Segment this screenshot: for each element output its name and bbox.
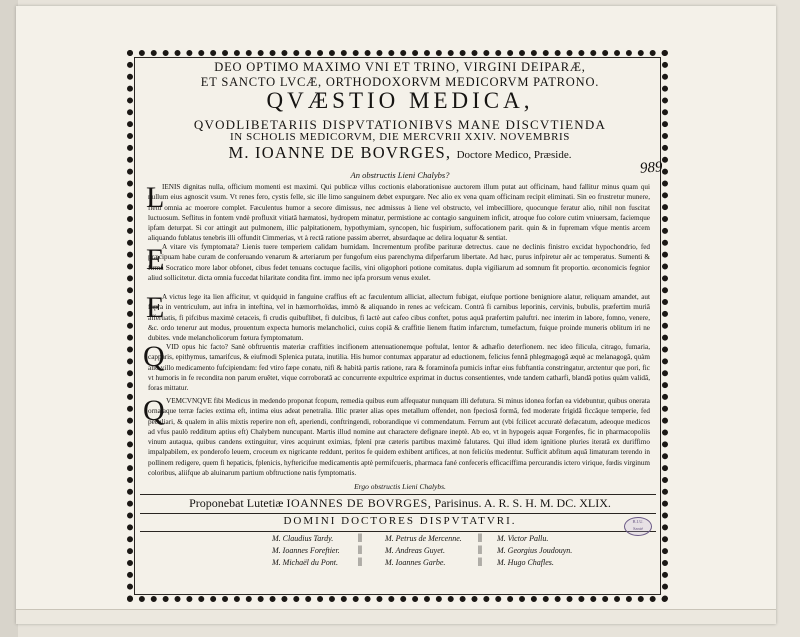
proponebat-name: IOANNES DE BOVRGES, (286, 496, 432, 510)
column-separator: || (358, 544, 362, 554)
president-line (0, 143, 800, 163)
doctors-heading: DOMINI DOCTORES DISPVTATVRI. (283, 515, 517, 527)
president-role: Doctore Medico, Præside. (456, 149, 572, 161)
doctor-name: M. Hugo Chafles. (497, 558, 554, 567)
document-title: QVÆSTIO MEDICA, (266, 88, 534, 113)
divider-rule (140, 531, 656, 532)
paragraph-2 (148, 242, 650, 283)
paragraph-1 (148, 182, 650, 244)
doctor-name: M. Andreas Guyet. (385, 546, 445, 555)
scan-ruler (16, 609, 776, 624)
dropcap-2: E (146, 243, 165, 276)
doctor-name: M. Ioannes Foreftier. (272, 546, 340, 555)
paragraph-3 (148, 292, 650, 343)
subtitle-line-1: QVODLIBETARIIS DISPVTATIONIBVS MANE DISCVTIENDA (193, 117, 607, 132)
paragraph-2-text: A vitare vis fymptomata? Lienis tuere temperiem calidam humidam. Incrementum profibe parituræ detrectus. caue ne declinis finistro excidat hypochondrio, fed præcipuam habe curam de conferuando venarum & arteriarum per fungofum eius parenchyma difperfarum libertate. Ad hæc, purus infpiretur aër ac temperatus. Sumenti & firma Socratico more labor obfonet, cibus fedet tenuans coctuque facilis, vini oligophori potione comitatus. dupla vigiliarum ad somnum fit proportio. œconomicis fegnior aliud sollicitetur. dicta omnia fuccedat hilaritate condita fint. immo nec ipfa prorsum venus exulet. (148, 243, 650, 282)
divider-rule (140, 494, 656, 495)
dropcap-1: L (146, 181, 165, 214)
dropcap-5: Q (143, 394, 165, 427)
paragraph-4 (148, 342, 650, 393)
stamp-line-1: B.I.U. (632, 519, 644, 524)
column-separator: || (478, 532, 482, 542)
stamp-line-2: Santé (633, 526, 643, 531)
proponebat-line (0, 496, 800, 511)
dedication-line-1: DEO OPTIMO MAXIMO VNI ET TRINO, VIRGINI DEIPARÆ, (214, 60, 586, 74)
conclusion-line: Ergo obstructis Lieni Chalybs. (354, 482, 446, 491)
doctor-name: M. Petrus de Mercenne. (385, 534, 462, 543)
paragraph-1-text: IENIS dignitas nulla, officium momenti est maximi. Qui publicæ villus coctionis elaborationisue auctorem illum putat aut officinam, haud fallitur minus quam qui nullum eius agnoscit vsum. Vt renes fero, cystis felle, sic ille limo sanguinem debet expurgare. Nec alio ex vena quam officinam recipit eliminati. Sin eo frustretur munere, fletu omnia ac moerore complet. Fæculentus humor a secore dimissus, nec admissus à liene vel obstructo, vel imbecilliore, quocunque feratur alio, nihil non fuscitat luctuosum. Seflitus in fontem vndè profluxit vitiatâ hæmatosi, hydropem minatur, permistione ac contagio sanguinem inficit, atroque fuo colore cutim vniuersam, faciemque ipfam deturpat. Si cor attingit aut pulmonem, illic palpitationem, hypothymiam, syncopen, hic fuspirium, suffocationem parit. quin & in fupremam vfque mentis arcem aliquando fublatus tenebris illi offundit Cimmerias, vt à rectâ ratione passim aberret, absurdaque ac delira loquatur & sentiat. (148, 183, 650, 243)
subtitle-line-2: IN SCHOLIS MEDICORVM, DIE MERCVRII XXIV. NOVEMBRIS (230, 131, 570, 143)
divider-rule (140, 513, 656, 514)
doctor-name: M. Georgius Joudouyn. (497, 546, 573, 555)
question-line: An obstructis Lieni Chalybs? (350, 170, 450, 180)
paragraph-5 (148, 396, 650, 478)
column-separator: || (358, 532, 362, 542)
column-separator: || (358, 556, 362, 566)
doctor-name: M. Michaël du Pont. (272, 558, 338, 567)
proponebat-pre: Proponebat Lutetiæ (189, 496, 284, 510)
doctor-name: M. Claudius Tardy. (272, 534, 334, 543)
doctor-name: M. Victor Pallu. (497, 534, 549, 543)
dropcap-4: Q (143, 340, 165, 373)
paragraph-3-text: A victus lege ita lien afficitur, vt quidquid in fanguine craffius eft ac fæculentum alliciat, allectum fubigat, eiufque portione benigniore alatur, reliquam amandet, aut fupra in ventriculum, aut infra in inteftina, vel in hæmorrhoïdas, immò & aliquando in renes ac vefcicam. Contrà fi carnibus leporinis, cervinis, bubulis, præfertim muriâ afferuatis, fi pifcibus maximè cetaceis, fi crudis quibuflibet, fi dulcibus, fi lactè aut cafeo cibus conftet, potus aquâ præfertim paluftri. nec interim in labore, fomno, venere, &c. ordo tenerur aut modus, prouentum expecta humoris melancholici, cuius copiâ & craffitie lienem ftatim infarctum, tumefactum, fuique proinde muneris oblitum iri ne dubites. vnde melancholicorum fœtura fymptomatum. (148, 293, 650, 343)
dedication-line-2: ET SANCTO LVCÆ, ORTHODOXORVM MEDICORVM PATRONO. (200, 75, 600, 89)
handwritten-number: 989 (639, 159, 663, 177)
paragraph-4-text: VID opus hic facto? Sanè obftruentis materiæ craffities incifionem attenuationemque poftulat, lentor & adhæfio deterfionem. nec ideo filicula, citrago, fumaria, capparis, epithymus, tamarifcus, & eiufmodi Splenica putata, inutilia. His humor contumax apparatur ad eductionem, felicius fennâ phlegmagogâ æquè ac melanagogâ, quàm alio villo medicamento fufcipiendam: fed vtiro fæpe conatu, nifi & habità partis ratione, rara & foraminofa pumicis inftar eius fubftantia constringatur, arctentur que pori, fic vt humoris in fe recondita non parum eruêtet, vique corroboratâ ac concurrente expultrice exprimat in ductus consentientes, vnde tandem catharfi, blandâ potius quàm validâ, foras mittatur. (148, 343, 650, 393)
column-separator: || (478, 544, 482, 554)
doctor-name: M. Ioannes Garbe. (385, 558, 446, 567)
president-name: M. IOANNE DE BOVRGES, (228, 143, 452, 162)
proponebat-post: Parisinus. A. R. S. H. M. DC. XLIX. (434, 496, 611, 510)
dropcap-3: E (146, 291, 165, 324)
paragraph-5-text: VEMCVNQVE fibi Medicus in medendo proponat fcopum, remedia quibus eum affequatur nunquam illi defutura. Si minus idonea forfan ea videbuntur, quibus onerata ornataque terræ facies extima eft, intima eius adeat penetralia. Illic præter alias opes metallum offendet, non fpeciosâ formâ, fed moderate frigidâ ficcâque temperie, fed peculiari, & qualem in aliis mixtis reperire non eft, aperiendi, conftringendi, roborandique vi commendatum. Ferrum aut (vbi fcilicet accuratè defæcatum, adeoque medicos ad vfus paulò redditum aptius eft) Chalybem nuncupant. Martis illud nomine aut characterе defignare ineptè. Ab eo, vt in hypogeis aquæ Forgenfes, fic in pharmacopoliis vinum autaqua, quibus candens extinguitur, vires acquirunt eximias, fplenì præ cæteris partibus maximè falutares. Qui illud idem ignitione pluries iteratâ ex duriffimo impalpabilem, ex ponderofo leuem, croceum ex nigricante reddunt, peritos fe quidem exhibent artifices, at non feliciùs medentur. Sufficit abfitum aquâ limaturam terendo in pollinem redigere, quem fi hepaticis, fplenicis, hyftericifue medicamentis aptè permifcuerís, pharmaca fané confecerís efficaciffima percurandis ictero virique, fœdis virginum coloribus, aliifque ab aluinarum partium obftructione natis fymptomatis. (148, 397, 650, 478)
column-separator: || (478, 556, 482, 566)
library-stamp (624, 517, 652, 536)
